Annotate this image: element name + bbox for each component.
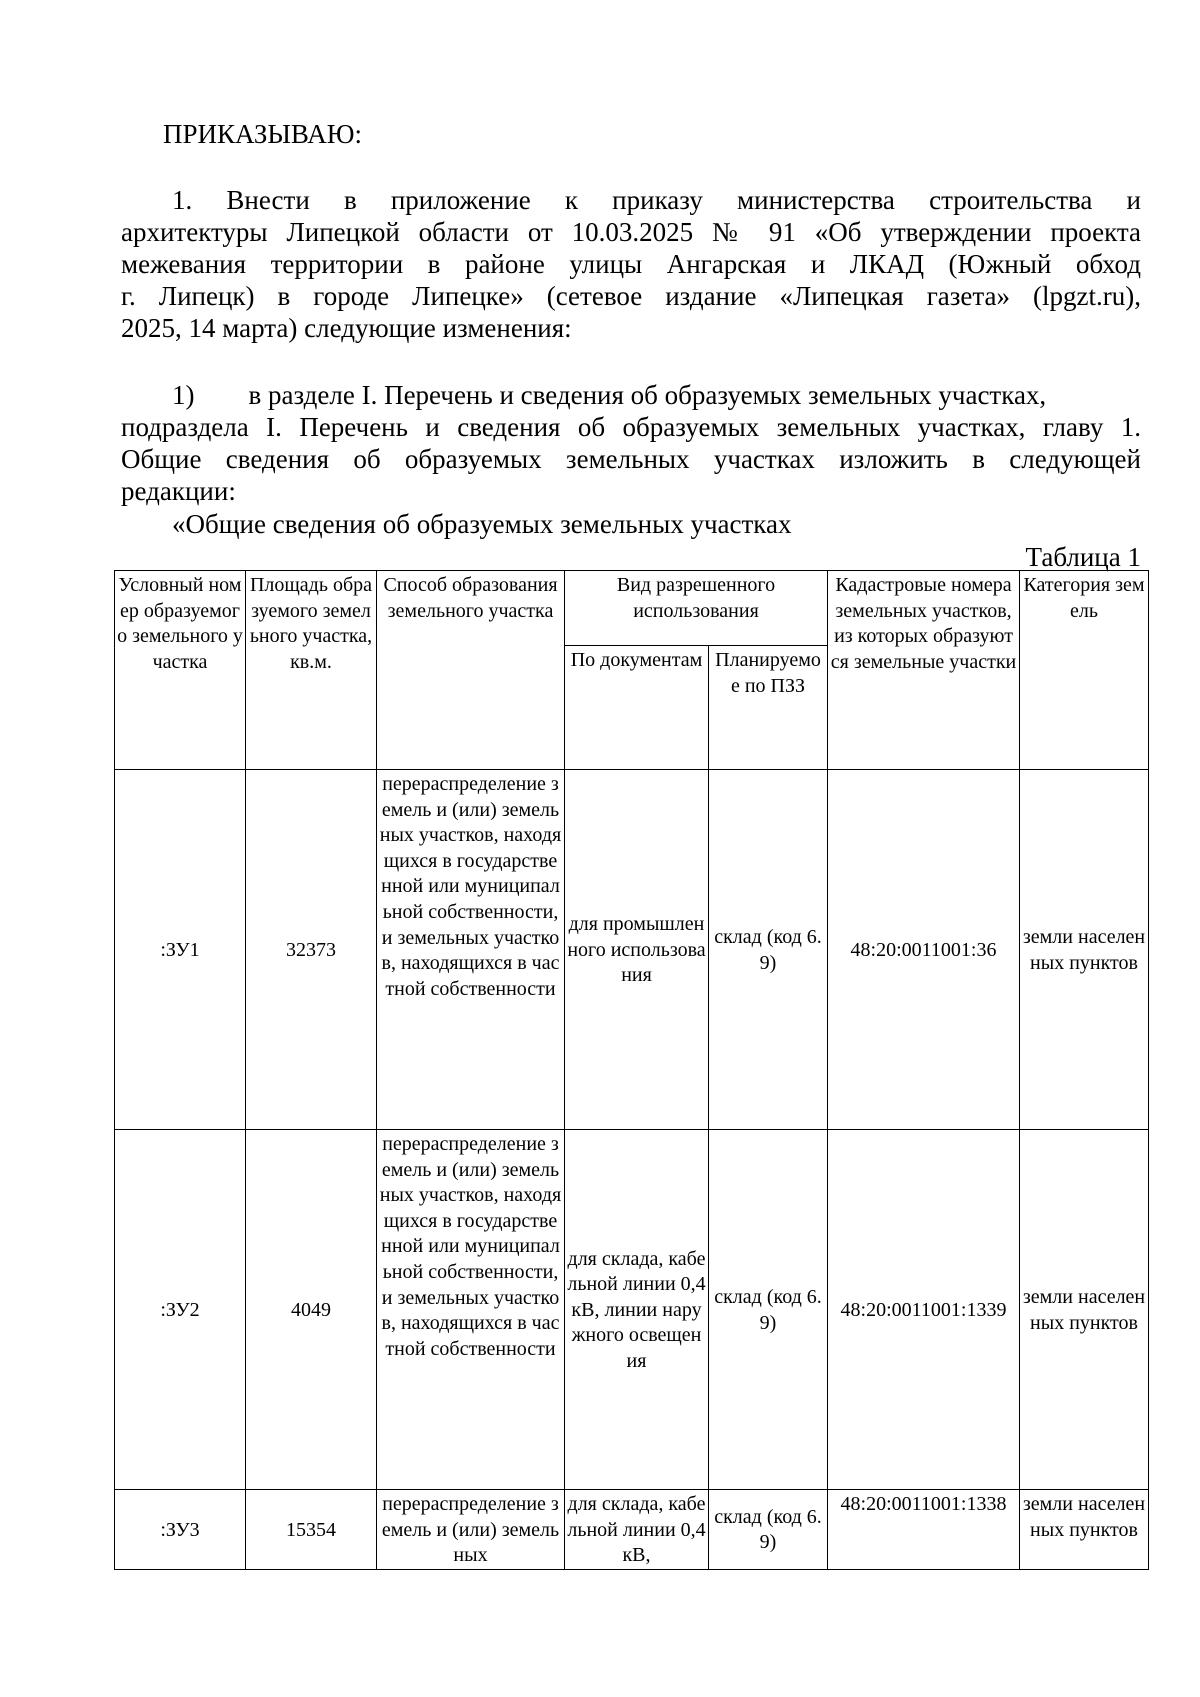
paragraph-line: Общие сведения об образуемых земельных участках изложить в следующей <box>121 444 1141 474</box>
cell-plot-number: :ЗУ2 <box>115 1130 246 1490</box>
paragraph-line: межевания территории в районе улицы Ангарская и ЛКАД (Южный обход <box>121 249 1141 279</box>
table-number: Таблица 1 <box>1025 542 1141 572</box>
cell-use-planned: склад (код 6.9) <box>709 1490 828 1570</box>
cell-land-category: земли населенных пунктов <box>1020 1490 1149 1570</box>
header-cadastral-numbers: Кадастровые номера земельных участков, из которых образуются земельные участки <box>828 571 1020 770</box>
paragraph-line: 1) в разделе I. Перечень и сведения об образуемых земельных участках, <box>172 380 1047 410</box>
paragraph-line: редакции: <box>121 476 236 506</box>
cell-plot-area: 32373 <box>246 770 377 1130</box>
header-plot-number: Условный номер образуемого земельного участка <box>115 571 246 770</box>
paragraph-line: архитектуры Липецкой области от 10.03.2025 № 91 «Об утверждении проекта <box>121 217 1141 247</box>
table-row <box>115 770 1149 1130</box>
header-plot-area: Площадь образуемого земельного участка, кв.м. <box>246 571 377 770</box>
cell-formation-method: перераспределение земель и (или) земельных <box>377 1490 565 1570</box>
cell-use-by-documents: для промышленного использования <box>565 770 709 1130</box>
table-header-row <box>115 571 1149 646</box>
header-permitted-use: Вид разрешенного использования <box>565 571 828 646</box>
paragraph-line: г. Липецк) в городе Липецке» (сетевое издание «Липецкая газета» (lpgzt.ru), <box>121 281 1141 311</box>
paragraph-line: 1. Внести в приложение к приказу министерства строительства и <box>172 185 1141 215</box>
table-row <box>115 1130 1149 1490</box>
paragraph-line: 2025, 14 марта) следующие изменения: <box>121 313 572 343</box>
cell-cadastral-number: 48:20:0011001:36 <box>828 770 1020 1130</box>
cell-cadastral-number: 48:20:0011001:1338 <box>828 1490 1020 1570</box>
cell-cadastral-number: 48:20:0011001:1339 <box>828 1130 1020 1490</box>
order-heading: ПРИКАЗЫВАЮ: <box>163 119 362 149</box>
cell-use-planned: склад (код 6.9) <box>709 1130 828 1490</box>
cell-use-planned: склад (код 6.9) <box>709 770 828 1130</box>
table-row <box>115 1490 1149 1570</box>
land-plots-table <box>114 570 1149 1570</box>
cell-land-category: земли населенных пунктов <box>1020 770 1149 1130</box>
cell-use-by-documents: для склада, кабельной линии 0,4 кВ, <box>565 1490 709 1570</box>
cell-formation-method: перераспределение земель и (или) земельных участков, находящихся в государственной или муниципальной собственности, и земельных участков, находящихся в частной собственности <box>377 770 565 1130</box>
cell-land-category: земли населенных пунктов <box>1020 1130 1149 1490</box>
header-land-category: Категория земель <box>1020 571 1149 770</box>
table-caption: «Общие сведения об образуемых земельных участках <box>172 509 792 539</box>
cell-plot-area: 4049 <box>246 1130 377 1490</box>
cell-formation-method: перераспределение земель и (или) земельных участков, находящихся в государственной или муниципальной собственности, и земельных участков, находящихся в частной собственности <box>377 1130 565 1490</box>
paragraph-line: подраздела I. Перечень и сведения об образуемых земельных участках, главу 1. <box>121 412 1141 442</box>
header-formation-method: Способ образования земельного участка <box>377 571 565 770</box>
header-use-planned: Планируемое по ПЗЗ <box>709 646 828 770</box>
cell-plot-area: 15354 <box>246 1490 377 1570</box>
cell-plot-number: :ЗУ3 <box>115 1490 246 1570</box>
cell-use-by-documents: для склада, кабельной линии 0,4 кВ, линии наружного освещения <box>565 1130 709 1490</box>
cell-plot-number: :ЗУ1 <box>115 770 246 1130</box>
header-use-by-documents: По документам <box>565 646 709 770</box>
